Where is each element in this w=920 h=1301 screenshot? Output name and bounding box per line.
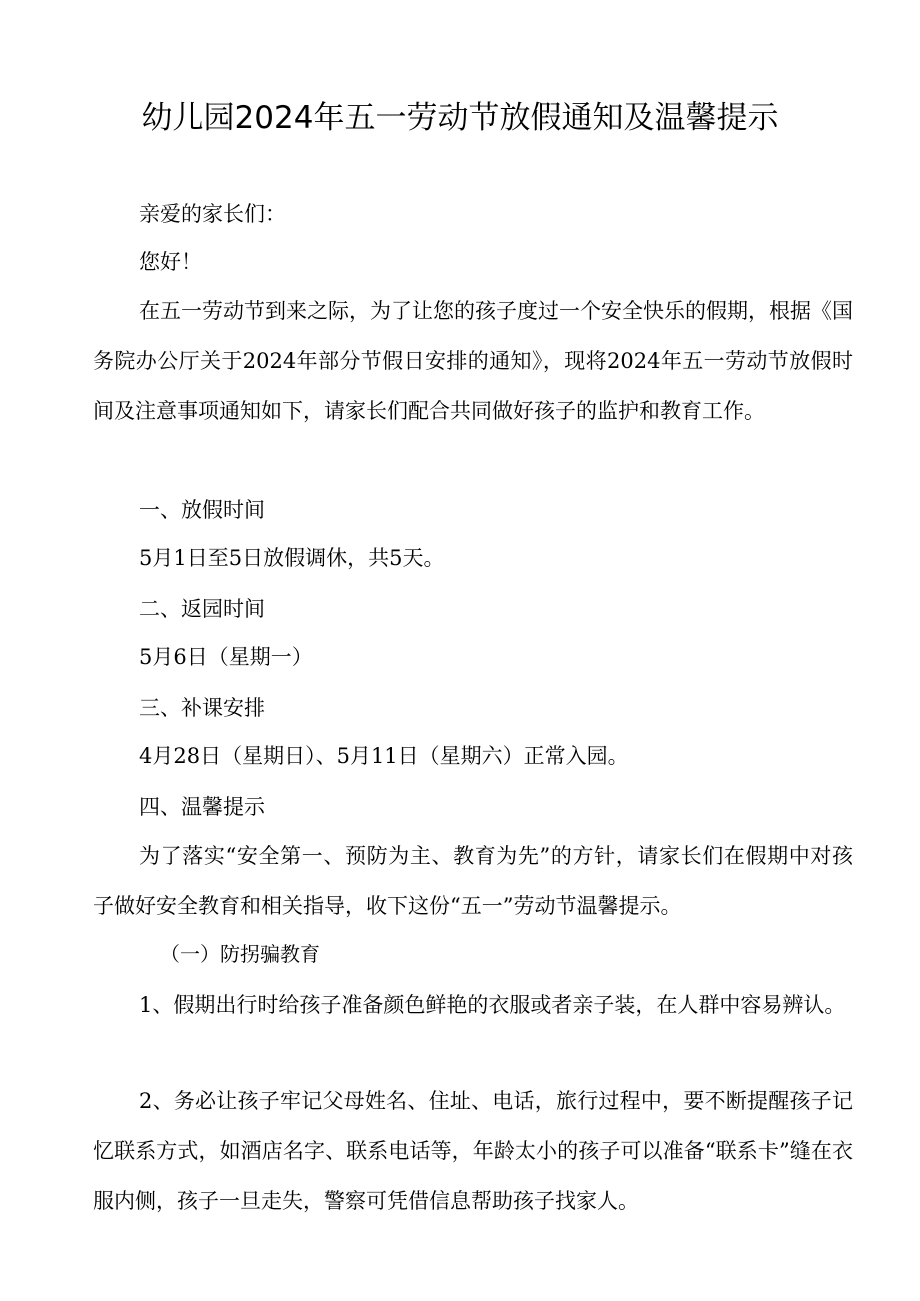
section3-text: 4月28日（星期日）、5月11日（星期六）正常入园。 — [139, 744, 629, 768]
intro-paragraph: 在五一劳动节到来之际，为了让您的孩子度过一个安全快乐的假期，根据《国务院办公厅关于2024年部分节假日安排的通知》，现将2024年五一劳动节放假时间及注意事项通知如下，请家长们配合共同做好孩子的监护和教育工作。 — [93, 299, 853, 423]
section2-heading: 二、返园时间 — [139, 597, 265, 621]
section1-text: 5月1日至5日放假调休，共5天。 — [139, 546, 445, 570]
hello: 您好！ — [139, 250, 202, 274]
subsection1-heading: （一）防拐骗教育 — [160, 942, 320, 966]
section1-heading: 一、放假时间 — [139, 498, 265, 522]
greeting: 亲爱的家长们： — [139, 202, 286, 226]
section2-text: 5月6日（星期一） — [139, 645, 313, 669]
document-title: 幼儿园2024年五一劳动节放假通知及温馨提示 — [141, 100, 779, 136]
item-1: 1、假期出行时给孩子准备颜色鲜艳的衣服或者亲子装，在人群中容易辨认。 — [139, 993, 846, 1017]
section3-heading: 三、补课安排 — [139, 696, 265, 720]
section4-intro: 为了落实“安全第一、预防为主、教育为先”的方针，请家长们在假期中对孩子做好安全教育和相关指导，收下这份“五一”劳动节温馨提示。 — [93, 844, 853, 918]
section4-heading: 四、温馨提示 — [139, 795, 265, 819]
item-2: 2、务必让孩子牢记父母姓名、住址、电话，旅行过程中，要不断提醒孩子记忆联系方式，如酒店名字、联系电话等，年龄太小的孩子可以准备“联系卡”缝在衣服内侧，孩子一旦走失，警察可凭借信息帮助孩子找家人。 — [93, 1089, 853, 1213]
